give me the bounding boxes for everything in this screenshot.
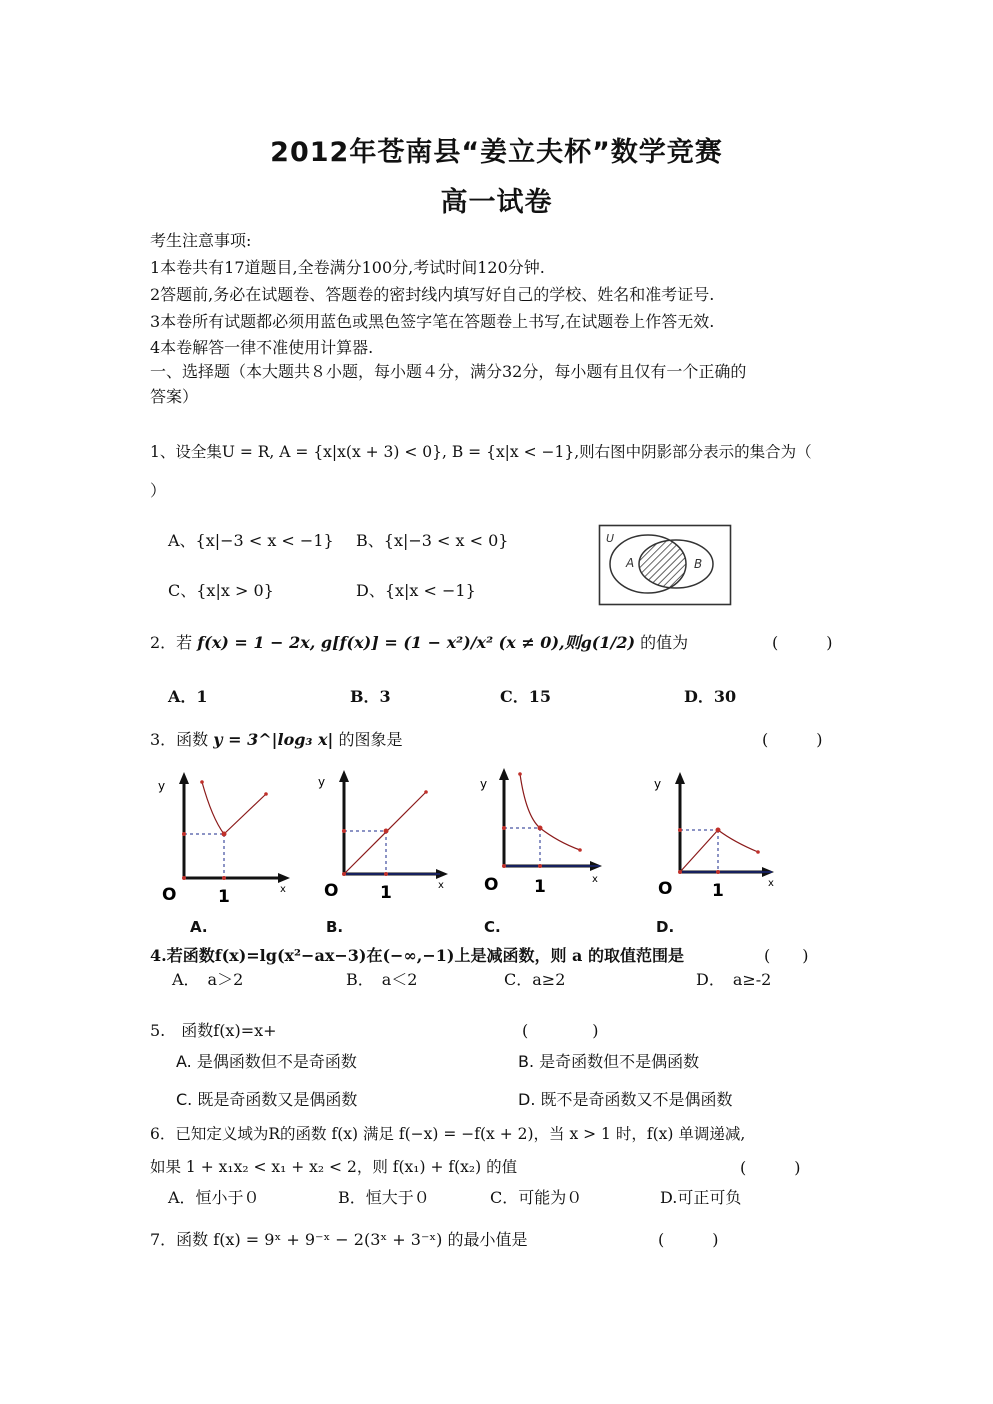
graph-b-origin: O bbox=[324, 881, 339, 901]
q4-stem: 4.若函数f(x)=lg(x²−ax−3)在(−∞,−1)上是减函数，则 a 的取值范围是 bbox=[150, 946, 684, 965]
section1-line2: 答案） bbox=[150, 387, 199, 406]
q4-answer-paren: ( ) bbox=[764, 946, 809, 965]
q2-option-a: A．1 bbox=[168, 687, 208, 706]
q6-stem-line2: 如果 1 + x₁x₂ < x₁ + x₂ < 2，则 f(x₁) + f(x₂) 的值 bbox=[150, 1158, 518, 1176]
venn-label-a: A bbox=[626, 556, 635, 570]
q2-option-b: B．3 bbox=[350, 687, 391, 706]
q2-option-c: C．15 bbox=[500, 687, 552, 706]
q3-option-c: C. bbox=[484, 918, 501, 936]
q1-option-c: C、{x|x > 0} bbox=[168, 581, 274, 600]
exam-subtitle: 高一试卷 bbox=[440, 187, 553, 218]
venn-label-u: U bbox=[606, 532, 615, 545]
q3-suffix: 的图象是 bbox=[338, 730, 403, 749]
venn-label-b: B bbox=[694, 557, 703, 571]
graph-c bbox=[474, 764, 624, 900]
q6-option-d: D.可正可负 bbox=[660, 1188, 742, 1207]
graph-c-origin: O bbox=[484, 875, 499, 895]
q3-prefix: 3．函数 bbox=[150, 730, 209, 749]
q6-stem-line1: 6．已知定义域为R的函数 f(x) 满足 f(−x) = −f(x + 2)，当 x > 1 时，f(x) 单调递减, bbox=[150, 1125, 746, 1143]
q5-option-d: D. 既不是奇函数又不是偶函数 bbox=[518, 1090, 733, 1109]
q3-answer-paren: ( ) bbox=[762, 730, 823, 749]
exam-title: 2012年苍南县“姜立夫杯”数学竞赛 bbox=[270, 137, 723, 168]
graph-b bbox=[312, 766, 460, 906]
q2-suffix: 的值为 bbox=[640, 633, 689, 652]
graph-a bbox=[152, 770, 300, 910]
q4-option-a: A． a＞2 bbox=[172, 970, 244, 989]
graph-a-tick-one: 1 bbox=[218, 887, 230, 907]
q4-option-d: D． a≥-2 bbox=[696, 970, 772, 989]
venn-diagram bbox=[598, 524, 732, 606]
q3-option-a: A. bbox=[190, 918, 208, 936]
q5-option-b: B. 是奇函数但不是偶函数 bbox=[518, 1052, 700, 1071]
notice-item-2: 2答题前,务必在试题卷、答题卷的密封线内填写好自己的学校、姓名和准考证号. bbox=[150, 285, 715, 304]
notice-item-1: 1本卷共有17道题目,全卷满分100分,考试时间120分钟. bbox=[150, 258, 545, 277]
q1-option-d: D、{x|x < −1} bbox=[356, 581, 476, 600]
q1-option-b: B、{x|−3 < x < 0} bbox=[356, 531, 509, 550]
q2-prefix: 2．若 bbox=[150, 633, 193, 652]
q6-option-c: C．可能为０ bbox=[490, 1188, 583, 1207]
q7-answer-paren: ( ) bbox=[658, 1230, 719, 1249]
q5-option-c: C. 既是奇函数又是偶函数 bbox=[176, 1090, 358, 1109]
q2-stem bbox=[150, 630, 688, 653]
notice-heading: 考生注意事项: bbox=[150, 231, 252, 250]
q7-stem: 7．函数 f(x) = 9ˣ + 9⁻ˣ − 2(3ˣ + 3⁻ˣ) 的最小值是 bbox=[150, 1230, 528, 1249]
q2-option-d: D．30 bbox=[684, 687, 737, 706]
q3-formula: y = 3^|log₃ x| bbox=[213, 730, 334, 749]
q3-stem bbox=[150, 727, 402, 750]
notice-item-4: 4本卷解答一律不准使用计算器. bbox=[150, 338, 374, 357]
graph-a-x-label: x bbox=[280, 884, 286, 895]
q4-option-b: B． a＜2 bbox=[346, 970, 418, 989]
q2-formula: f(x) = 1 − 2x, g[f(x)] = (1 − x²)/x² (x ≠ 0),则g(1/2) bbox=[197, 633, 636, 652]
q6-answer-paren: ( ) bbox=[740, 1158, 801, 1177]
q1-stem-cont: ） bbox=[150, 481, 167, 500]
notice-item-3: 3本卷所有试题都必须用蓝色或黑色签字笔在答题卷上书写,在试题卷上作答无效. bbox=[150, 312, 715, 331]
graph-d-x-label: x bbox=[768, 878, 774, 889]
section1-line1: 一、选择题（本大题共８小题，每小题４分，满分32分，每小题有且仅有一个正确的 bbox=[150, 362, 747, 381]
q6-option-a: A．恒小于０ bbox=[168, 1188, 260, 1207]
graph-c-x-label: x bbox=[592, 874, 598, 885]
q1-stem: 1、设全集U = R, A = {x|x(x + 3) < 0}, B = {x|x < −1},则右图中阴影部分表示的集合为（ bbox=[150, 443, 812, 461]
graph-c-tick-one: 1 bbox=[534, 877, 546, 897]
graph-d-y-label: y bbox=[654, 777, 662, 791]
q1-option-a: A、{x|−3 < x < −1} bbox=[168, 531, 334, 550]
q5-answer-paren: ( ) bbox=[522, 1021, 599, 1040]
graph-a-y-label: y bbox=[158, 779, 166, 793]
graph-c-y-label: y bbox=[480, 777, 488, 791]
q6-option-b: B．恒大于０ bbox=[338, 1188, 430, 1207]
graph-d-tick-one: 1 bbox=[712, 881, 724, 901]
q2-answer-paren: ( ) bbox=[772, 633, 833, 652]
graph-b-y-label: y bbox=[318, 775, 326, 789]
graph-d-origin: O bbox=[658, 879, 673, 899]
graph-d bbox=[648, 770, 788, 902]
q5-stem: 5. 函数f(x)=x+ bbox=[150, 1021, 277, 1040]
graph-a-origin: O bbox=[162, 885, 177, 905]
graph-b-tick-one: 1 bbox=[380, 883, 392, 903]
q4-option-c: C．a≥2 bbox=[504, 970, 566, 989]
q3-option-d: D. bbox=[656, 918, 675, 936]
graph-b-x-label: x bbox=[438, 880, 444, 891]
q5-option-a: A. 是偶函数但不是奇函数 bbox=[176, 1052, 357, 1071]
q3-option-b: B. bbox=[326, 918, 344, 936]
